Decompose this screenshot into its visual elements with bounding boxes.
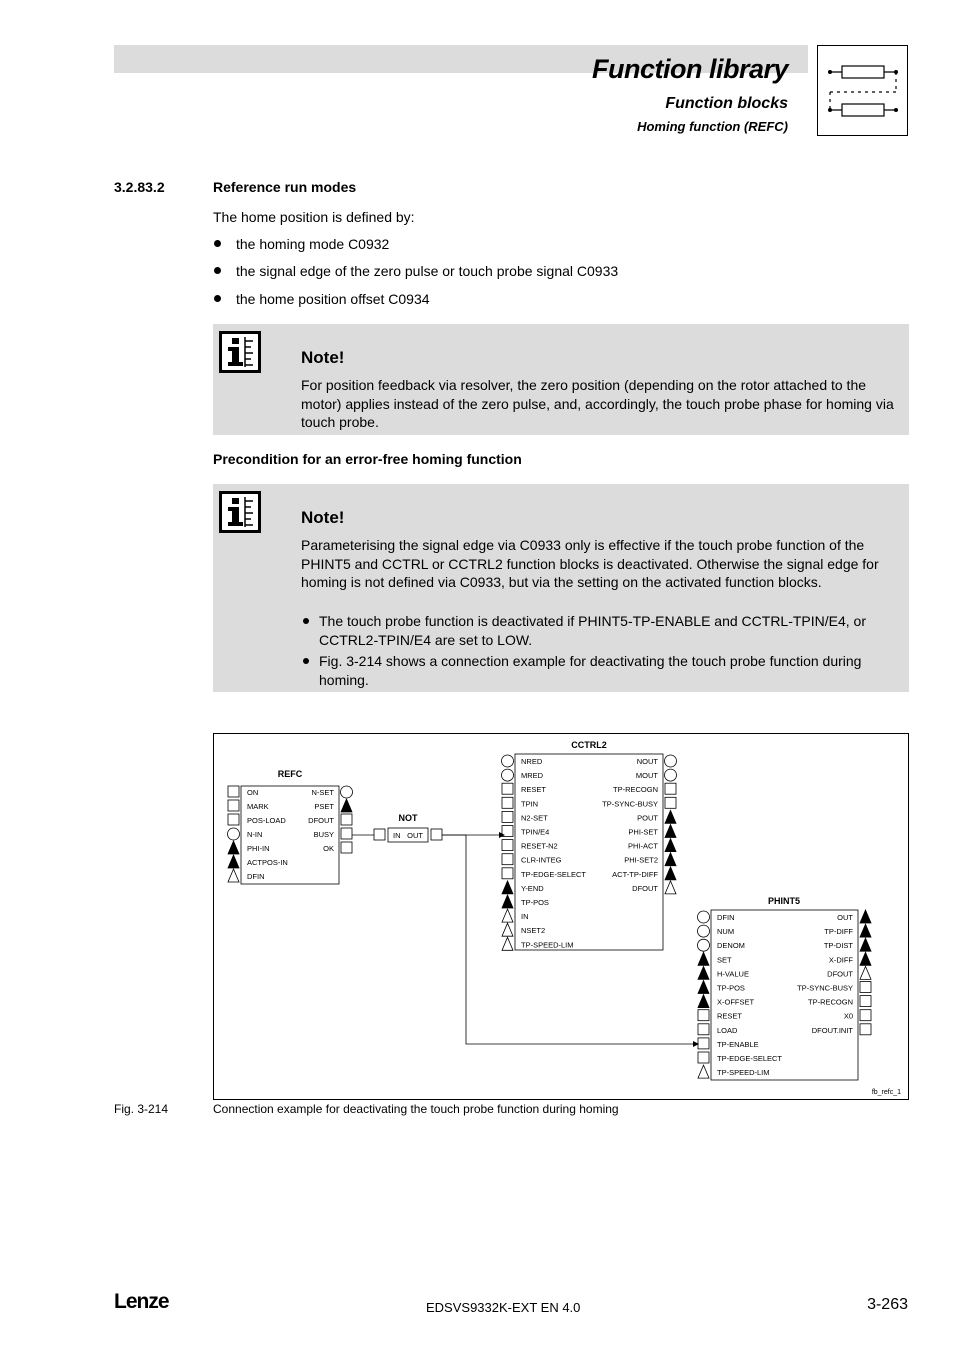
cctrl2-input-port — [502, 937, 513, 950]
cctrl2-output-port — [665, 810, 676, 823]
cctrl2-output-port — [665, 867, 676, 880]
cctrl2-output-label: TP-RECOGN — [613, 785, 658, 795]
refc-output-label: OK — [323, 844, 334, 853]
cctrl2-input-label: NRED — [521, 757, 543, 766]
cctrl2-output-port — [665, 755, 677, 767]
phint5-input-label: TP-ENABLE — [717, 1039, 759, 1049]
refc-input-label: ON — [247, 788, 259, 797]
cctrl2-input-label: MRED — [521, 771, 544, 781]
cctrl2-block — [515, 754, 663, 950]
refc-input-label: ACTPOS-IN — [247, 858, 288, 867]
not-output-port — [431, 829, 442, 840]
page-number: 3-263 — [867, 1296, 908, 1313]
phint5-input-port — [698, 911, 710, 923]
refc-output-label: DFOUT — [308, 816, 334, 825]
list-item: the homing mode C0932 — [236, 236, 390, 252]
refc-input-port — [228, 869, 239, 882]
phint5-output-label: X0 — [843, 1011, 853, 1021]
cctrl2-input-port — [502, 909, 513, 922]
cctrl2-input-port — [502, 868, 513, 879]
phint5-input-label: TP-EDGE-SELECT — [717, 1054, 783, 1063]
phint5-title: PHINT5 — [767, 896, 801, 906]
phint5-output-label: X-DIFF — [828, 955, 853, 965]
cctrl2-output-label: PHI-ACT — [628, 841, 658, 851]
cctrl2-input-port — [502, 881, 513, 894]
note-box — [213, 324, 909, 435]
cctrl2-output-label: DFOUT — [632, 883, 658, 893]
cctrl2-input-port — [502, 755, 514, 767]
cctrl2-input-port — [502, 840, 513, 851]
phint5-input-port — [698, 1065, 709, 1078]
phint5-input-port — [698, 1038, 709, 1049]
phint5-input-label: RESET — [717, 1011, 743, 1021]
not-output-label: OUT — [407, 831, 423, 840]
refc-input-port — [228, 855, 239, 868]
cctrl2-output-port — [665, 881, 676, 894]
section-number: 3.2.83.2 — [114, 179, 165, 195]
refc-output-port — [341, 828, 352, 839]
phint5-output-label: TP-DIST — [823, 941, 853, 951]
intro-text: The home position is defined by: — [213, 209, 415, 225]
phint5-input-port — [698, 1024, 709, 1035]
cctrl2-input-port — [502, 769, 514, 781]
phint5-output-label: DFOUT.INIT — [811, 1025, 853, 1035]
phint5-output-label: OUT — [837, 913, 853, 922]
phint5-output-port — [860, 1010, 871, 1021]
refc-input-label: N-IN — [247, 830, 263, 839]
list-item: Fig. 3-214 shows a connection example for deactivating the touch probe function during homing. — [319, 653, 862, 688]
page-title: Function library — [591, 54, 788, 84]
lenze-logo: Lenze — [114, 1290, 169, 1313]
refc-input-port — [228, 800, 239, 811]
phint5-input-port — [698, 952, 709, 965]
note-box — [213, 484, 909, 692]
phint5-input-label: H-VALUE — [717, 969, 749, 979]
cctrl2-input-label: NSET2 — [521, 926, 546, 936]
bullet-dot — [214, 295, 221, 302]
cctrl2-input-label: RESET-N2 — [521, 841, 558, 851]
function-blocks-icon — [817, 45, 908, 136]
figure-caption: Connection example for deactivating the touch probe function during homing — [213, 1102, 619, 1116]
figure-number: Fig. 3-214 — [114, 1102, 169, 1116]
refc-input-label: DFIN — [247, 872, 265, 881]
cctrl2-output-port — [665, 839, 676, 852]
phint5-input-label: NUM — [717, 927, 735, 937]
cctrl2-input-label: N2-SET — [521, 813, 548, 823]
cctrl2-input-label: TP-SPEED-LIM — [521, 940, 574, 950]
cctrl2-input-label: TP-POS — [521, 898, 549, 907]
phint5-input-label: LOAD — [717, 1025, 738, 1035]
cctrl2-title: CCTRL2 — [571, 740, 607, 750]
note-title: Note! — [301, 348, 345, 367]
phint5-input-port — [698, 925, 710, 937]
phint5-output-label: TP-RECOGN — [808, 997, 853, 1007]
refc-output-label: BUSY — [313, 830, 334, 839]
cctrl2-output-label: TP-SYNC-BUSY — [602, 799, 658, 809]
not-input-port — [374, 829, 385, 840]
cctrl2-output-port — [665, 825, 676, 838]
phint5-output-port — [860, 982, 871, 993]
refc-output-label: N-SET — [311, 788, 334, 797]
note-text: For position feedback via resolver, the zero position (depending on the rotor attached to the motor) applies instead of the zero pulse, and, accordingly, the touch probe phase for homing via touch probe. — [301, 377, 894, 430]
phint5-input-label: DENOM — [717, 941, 745, 951]
cctrl2-input-label: CLR-INTEG — [521, 855, 562, 865]
document-id: EDSVS9332K-EXT EN 4.0 — [426, 1300, 581, 1315]
refc-input-label: POS-LOAD — [247, 816, 286, 825]
cctrl2-output-port — [665, 797, 676, 808]
info-icon — [219, 491, 261, 533]
phint5-input-label: TP-SPEED-LIM — [717, 1068, 770, 1078]
list-item: The touch probe function is deactivated if PHINT5-TP-ENABLE and CCTRL-TPIN/E4, or CCTRL2-TPIN/E4 are set to LOW. — [319, 613, 867, 648]
cctrl2-input-port — [502, 811, 513, 822]
cctrl2-input-label: IN — [521, 912, 529, 922]
phint5-output-label: TP-DIFF — [824, 927, 853, 937]
phint5-output-label: DFOUT — [827, 969, 853, 979]
connection-diagram — [214, 734, 908, 1099]
phint5-output-port — [860, 1024, 871, 1035]
phint5-output-port — [860, 924, 871, 937]
phint5-output-port — [860, 966, 871, 979]
section-title: Reference run modes — [213, 179, 357, 195]
cctrl2-input-port — [502, 783, 513, 794]
phint5-output-label: TP-SYNC-BUSY — [797, 983, 853, 993]
phint5-input-port — [698, 995, 709, 1008]
cctrl2-input-label: TP-EDGE-SELECT — [521, 869, 587, 879]
cctrl2-input-port — [502, 854, 513, 865]
refc-input-label: MARK — [247, 802, 269, 811]
cctrl2-output-port — [665, 853, 676, 866]
figure-ref: fb_refc_1 — [871, 1089, 901, 1096]
refc-output-port — [341, 786, 353, 798]
bullet-dot — [303, 658, 309, 664]
phint5-input-port — [698, 1010, 709, 1021]
refc-input-port — [228, 841, 239, 854]
figure-frame — [213, 733, 909, 1100]
not-title: NOT — [398, 813, 418, 823]
page-subtitle: Function blocks — [665, 95, 788, 112]
phint5-input-label: SET — [717, 955, 732, 965]
refc-title: REFC — [277, 769, 303, 779]
cctrl2-output-label: POUT — [637, 813, 658, 823]
refc-input-label: PHI-IN — [247, 844, 270, 853]
cctrl2-output-label: NOUT — [636, 757, 658, 766]
subheading: Precondition for an error-free homing function — [213, 451, 522, 467]
cctrl2-input-port — [502, 895, 513, 908]
cctrl2-input-label: Y-END — [521, 883, 544, 893]
phint5-output-port — [860, 938, 871, 951]
cctrl2-input-label: TPIN — [521, 799, 539, 809]
phint5-input-label: DFIN — [717, 913, 735, 922]
phint5-input-port — [698, 966, 709, 979]
refc-input-port — [228, 786, 239, 797]
cctrl2-input-label: RESET — [521, 785, 547, 795]
cctrl2-output-label: PHI-SET — [628, 827, 658, 837]
refc-input-port — [228, 828, 240, 840]
list-item: the signal edge of the zero pulse or touch probe signal C0933 — [236, 263, 619, 279]
bullet-dot — [214, 240, 221, 247]
cctrl2-output-label: PHI-SET2 — [624, 855, 658, 865]
phint5-input-port — [698, 981, 709, 994]
cctrl2-input-port — [502, 923, 513, 936]
refc-output-port — [341, 799, 352, 812]
cctrl2-input-label: TPIN/E4 — [521, 827, 550, 837]
phint5-output-port — [860, 952, 871, 965]
bullet-dot — [303, 618, 309, 624]
bullet-dot — [214, 267, 221, 274]
phint5-output-port — [860, 910, 871, 923]
phint5-input-port — [698, 1052, 709, 1063]
cctrl2-input-port — [502, 797, 513, 808]
cctrl2-output-label: MOUT — [635, 771, 658, 781]
cctrl2-output-port — [665, 769, 677, 781]
phint5-input-port — [698, 939, 710, 951]
refc-output-port — [341, 842, 352, 853]
info-icon — [219, 331, 261, 373]
not-input-label: IN — [393, 831, 401, 840]
phint5-input-label: X-OFFSET — [717, 997, 755, 1007]
refc-input-port — [228, 814, 239, 825]
phint5-input-label: TP-POS — [717, 983, 745, 993]
cctrl2-output-port — [665, 783, 676, 794]
refc-output-port — [341, 814, 352, 825]
cctrl2-output-label: ACT-TP-DIFF — [612, 869, 658, 879]
note-text: Parameterising the signal edge via C0933 only is effective if the touch probe function of the PHINT5 and CCTRL or CCTRL2 function blocks is deactivated. Otherwise the signal edge for homing is not defined via C0933, but via the setting on the activated function blocks. — [301, 537, 879, 590]
note-title: Note! — [301, 508, 345, 527]
list-item: the home position offset C0934 — [236, 291, 430, 307]
phint5-output-port — [860, 996, 871, 1007]
page-subsubtitle: Homing function (REFC) — [637, 119, 788, 134]
refc-output-label: PSET — [314, 802, 334, 811]
